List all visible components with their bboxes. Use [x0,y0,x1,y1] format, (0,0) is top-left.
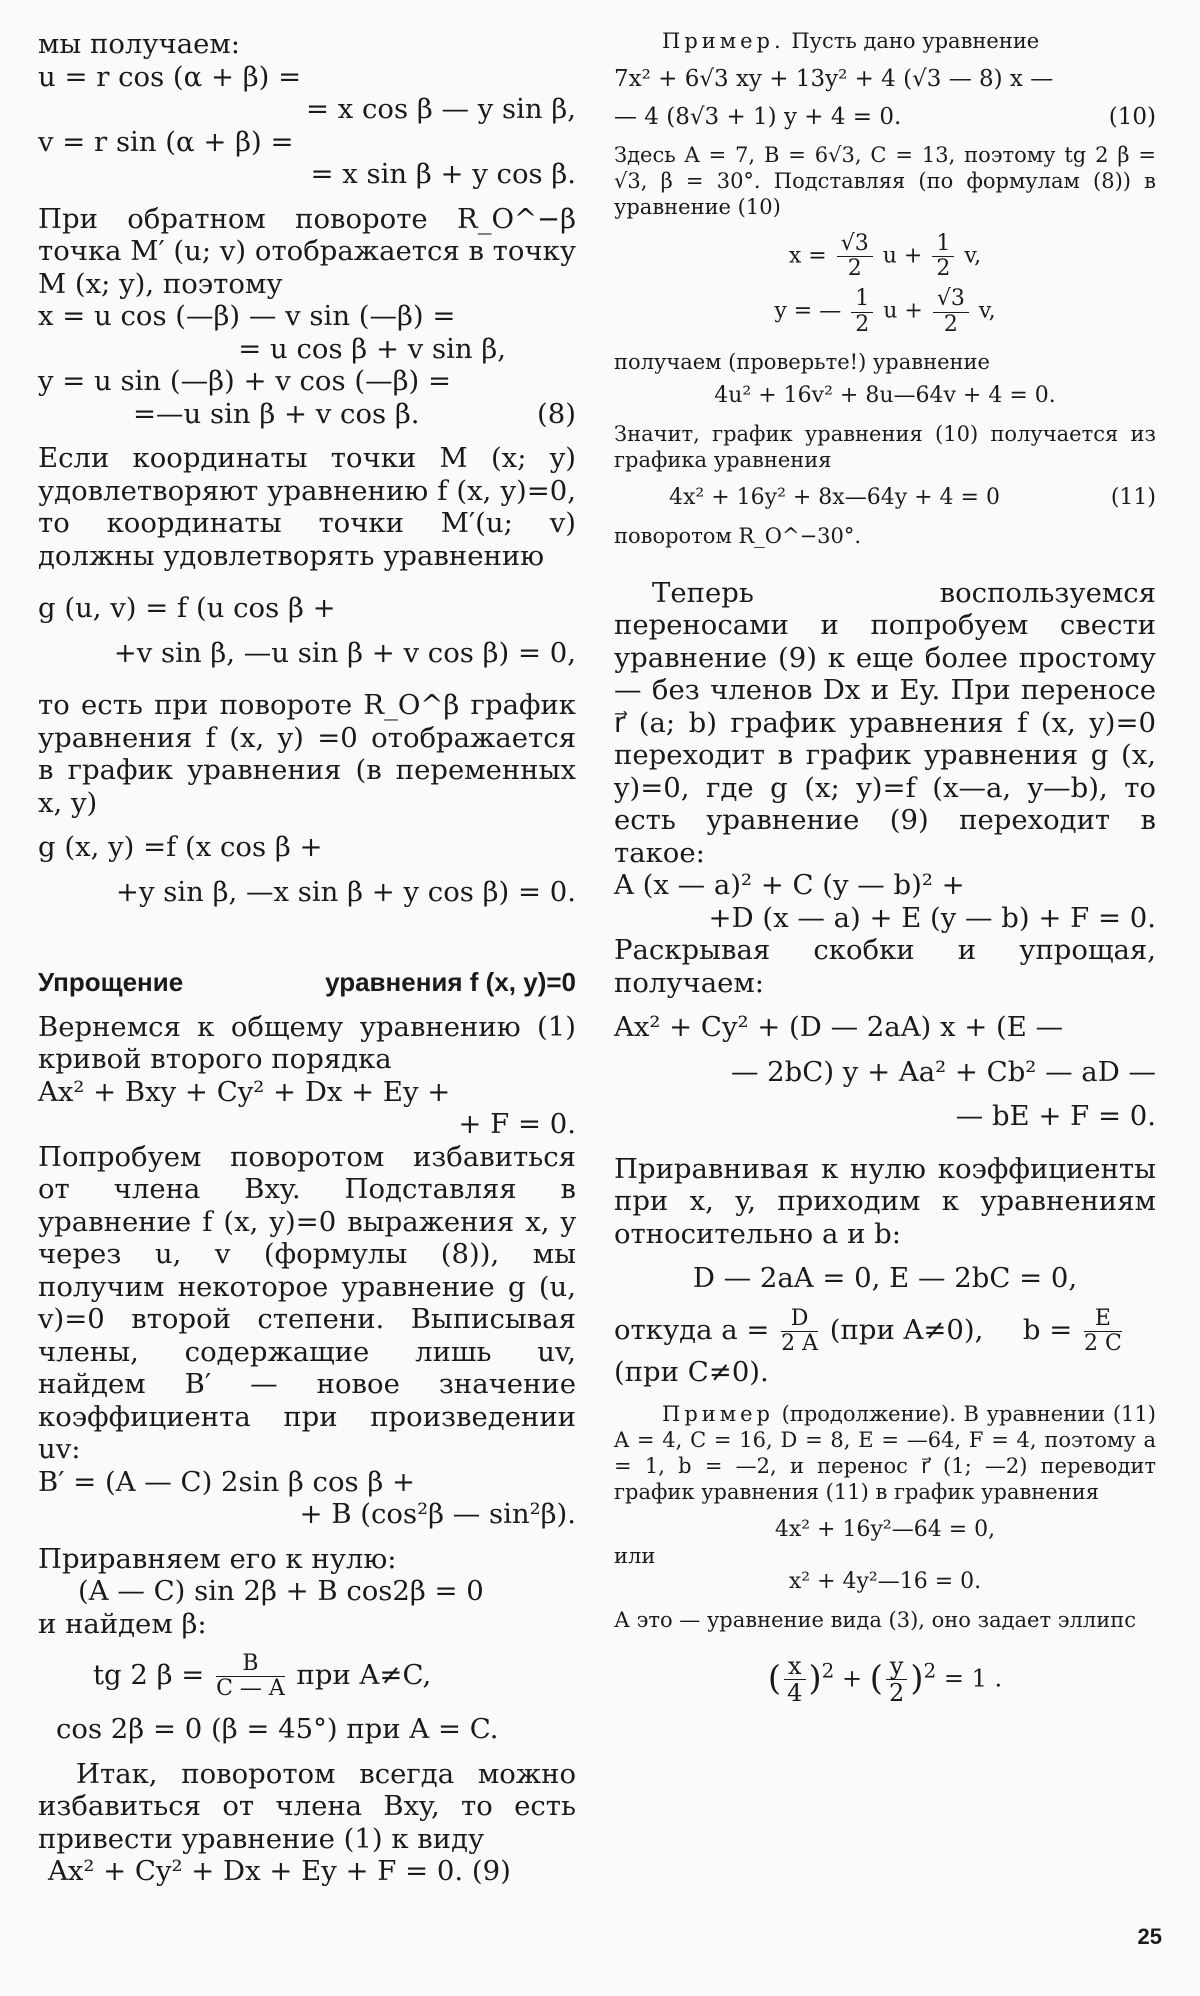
example-equation-line1: 7x² + 6√3 xy + 13y² + 4 (√3 — 8) x — [614,66,1054,92]
expanded-eq-line2: — 2bC) y + Aa² + Cb² — aD — [730,1055,1156,1088]
equate-paragraph: Приравнивая к нулю коэффициенты при x, y, приходим к уравнениям относительно a и b: [614,1152,1156,1250]
sub-x-frac2 [932,232,954,281]
transfer-paragraph: Теперь воспользуемся переносами и попробуем свести уравнение (9) к еще более простому — без членов Dx и Ey. При переносе r⃗ (a; b) график уравнения f (x, y)=0 переходит в график уравнения g (x, y)=0, где g (x; y)=f (x—a, y—b), то есть уравнение (9) переходит в такое: [614,576,1156,869]
final-equation-2: x² + 4y²—16 = 0. [788,1568,982,1594]
equation-11-line [614,485,1156,511]
formula-v-line1: v = r sin (α + β) = [38,125,294,158]
page-number: 25 [1137,1924,1162,1949]
b-prime-line1: B′ = (A — C) 2sin β cos β + [38,1465,416,1498]
formula-u-line1: u = r cos (α + β) = [38,60,302,93]
sub-y-lhs: y = — [774,299,842,325]
sub-y-frac1 [851,287,873,336]
sub-x-lhs: x = [788,243,827,269]
formula-y-line2-text: =—u sin β + v cos β. [133,397,420,430]
a-condition: (при A≠0), [829,1313,984,1346]
continuation-paragraph [614,1401,1156,1505]
general-equation-line1: Ax² + Bxy + Cy² + Dx + Ey + [38,1075,451,1108]
intro-text: мы получаем: [38,28,241,60]
paren-close-1: ) [808,1658,822,1698]
continuation-text: (продолжение). В уравнении (11) A = 4, C = 16, D = 8, E = —64, F = 4, поэтому a = 1, b = —2, и перенос r⃗ (1; —2) переводит график уравнения (11) в график уравнения [614,1401,1156,1504]
sub-y-mid: u + [883,299,923,325]
continuation-label: Пример [662,1401,774,1426]
formula-y-line1: y = u sin (—β) + v cos (—β) = [38,365,451,397]
substitution-x [614,232,1156,281]
tg-equation [38,1652,576,1701]
return-paragraph: Вернемся к общему уравнению (1) кривой второго порядка [38,1010,576,1075]
sub-x-frac1-den: 2 [847,256,862,282]
sub-x-mid: u + [882,243,923,269]
sub-y-end: v, [978,299,996,325]
example-text: Пусть дано уравнение [791,29,1040,53]
zero-text: Приравняем его к нулю: [38,1542,397,1575]
sub-x-frac1-num: √3 [837,232,873,257]
sub-x-frac2-num: 1 [932,232,954,257]
tg-fraction [216,1652,285,1701]
section-heading-right: уравнения f (x, y)=0 [325,967,576,997]
substitution-y [614,287,1156,336]
sub-y-frac2 [933,287,969,336]
equation-number-8: (8) [537,397,576,430]
conclusion-paragraph: Итак, поворотом всегда можно избавиться от члена Bxy, то есть привести уравнение (1) к виду [38,1757,576,1855]
try-paragraph: Попробуем поворотом избавиться от члена Bxy. Подставляя в уравнение f (x, y)=0 выражения x, y через u, v (формулы (8)), мы получим некоторое уравнение g (u, v)=0 второй степени. Выписывая члены, содержащие лишь uv, найдем B′ — новое значение коэффициента при произведении uv: [38,1140,576,1465]
formula-u-line2: = x cos β — y sin β, [305,93,576,125]
ellipse-4: 4 [787,1679,803,1708]
ellipse-y: y [886,1653,908,1680]
paren-open-1: ( [767,1658,781,1698]
sub-y-frac2-num: √3 [933,287,969,312]
tg-denominator: C — A [216,1676,285,1702]
equation-number-10: (10) [1108,104,1156,130]
section-heading [38,966,576,999]
a-denominator: 2 A [781,1330,819,1356]
sub-y-frac2-den: 2 [943,311,958,337]
b-prime-line2: + B (cos²β — sin²β). [299,1498,576,1530]
example-equation-line2 [614,104,1156,130]
formula-gx-line2: +y sin β, —x sin β + y cos β) = 0. [115,875,576,908]
sub-y-frac1-num: 1 [851,287,873,312]
paren-open-2: ( [869,1658,883,1698]
b-numerator: E [1084,1307,1122,1332]
b-condition: (при C≠0). [614,1356,769,1389]
ellipse-x: x [784,1653,806,1680]
ellipse-equation: ( $\frac{x}{4}$ )$^2$ + ( $\frac{y}{2}$ )$^2$ = 1 . [767,1651,1003,1708]
cos-equation: cos 2β = 0 (β = 45°) при A = C. [56,1713,499,1746]
expanded-eq-line1: Ax² + Cy² + (D — 2aA) x + (E — [614,1011,1064,1044]
b-lhs: b = [1022,1313,1073,1346]
ellipse-paragraph: А это — уравнение вида (3), оно задает эллипс [614,1607,1136,1632]
get-text: получаем (проверьте!) уравнение [614,349,990,374]
inverse-rotation-text: При обратном повороте R_O^−β точка M′ (u; v) отображается в точку M (x; y), поэтому [38,202,576,300]
ab-solution [614,1307,1156,1356]
section-heading-left: Упрощение [38,967,184,997]
ellipse-rhs: = 1 . [943,1664,1003,1693]
general-equation-line2: + F = 0. [458,1108,576,1140]
expand-paragraph: Раскрывая скобки и упрощая, получаем: [614,934,1156,999]
transfer-eq-line2: +D (x — a) + E (y — b) + F = 0. [708,901,1156,934]
rotation-30-text: поворотом R_O^−30°. [614,523,862,548]
formula-g-line2: +v sin β, —u sin β + v cos β) = 0, [113,636,576,669]
coords-paragraph: Если координаты точки M (x; y) удовлетворяют уравнению f (x, y)=0, то координаты точки M′(u; v) должны удовлетворять уравнению [38,442,576,572]
whence-text: откуда a = [614,1313,770,1346]
b-denominator: 2 C [1084,1330,1122,1356]
ellipse-frac-y [886,1653,908,1707]
rotation-paragraph: то есть при повороте R_O^β график уравнения f (x, y) =0 отображается в график уравнения (в переменных x, y) [38,689,576,819]
formula-g-line1: g (u, v) = f (u cos β + [38,592,336,624]
b-fraction [1084,1307,1122,1356]
transfer-eq-line1: A (x — a)² + C (y — b)² + [614,869,965,902]
a-fraction [781,1307,818,1356]
tg-numerator: B [216,1652,285,1677]
tg-lhs: tg 2 β = [93,1659,205,1692]
paren-close-2: ) [910,1658,924,1698]
here-paragraph: Здесь A = 7, B = 6√3, C = 13, поэтому tg 2 β = √3, β = 30°. Подставляя (по формулам (8)) в уравнение (10) [614,143,1156,219]
expanded-eq-line3: — bE + F = 0. [955,1100,1156,1133]
uv-equation: 4u² + 16v² + 8u—64v + 4 = 0. [714,382,1056,408]
zero-equation: (A — C) sin 2β + B cos2β = 0 [78,1575,484,1607]
equation-9: Ax² + Cy² + Dx + Ey + F = 0. (9) [48,1855,511,1888]
formula-y-line2 [38,398,576,431]
formula-v-line2: = x sin β + y cos β. [310,158,576,190]
final-equation-1: 4x² + 16y²—64 = 0, [774,1516,996,1542]
find-beta-text: и найдем β: [38,1607,207,1640]
or-text: или [614,1543,656,1568]
equation-11-text: 4x² + 16y² + 8x—64y + 4 = 0 [669,484,1000,510]
a-numerator: D [781,1307,818,1332]
left-column [38,28,576,1888]
equation-number-11: (11) [1110,484,1156,510]
formula-x-line1: x = u cos (—β) — v sin (—β) = [38,300,456,332]
sub-x-frac1 [837,232,873,281]
example-equation-line2-text: — 4 (8√3 + 1) y + 4 = 0. [614,104,902,130]
example-label: Пример. [662,29,785,53]
sub-x-frac2-den: 2 [936,256,951,282]
ellipse-frac-x [784,1653,806,1707]
tg-condition: при A≠C, [296,1659,432,1692]
ab-equations: D — 2aA = 0, E — 2bC = 0, [692,1262,1078,1295]
ellipse-2: 2 [888,1679,905,1708]
formula-gx-line1: g (x, y) =f (x cos β + [38,831,323,863]
example-intro [614,28,1156,54]
formula-x-line2: = u cos β + v sin β, [238,332,506,365]
means-paragraph: Значит, график уравнения (10) получается из графика уравнения [614,421,1156,472]
right-column [614,28,1156,1706]
sub-y-frac1-den: 2 [855,311,870,337]
sub-x-end: v, [964,243,982,269]
